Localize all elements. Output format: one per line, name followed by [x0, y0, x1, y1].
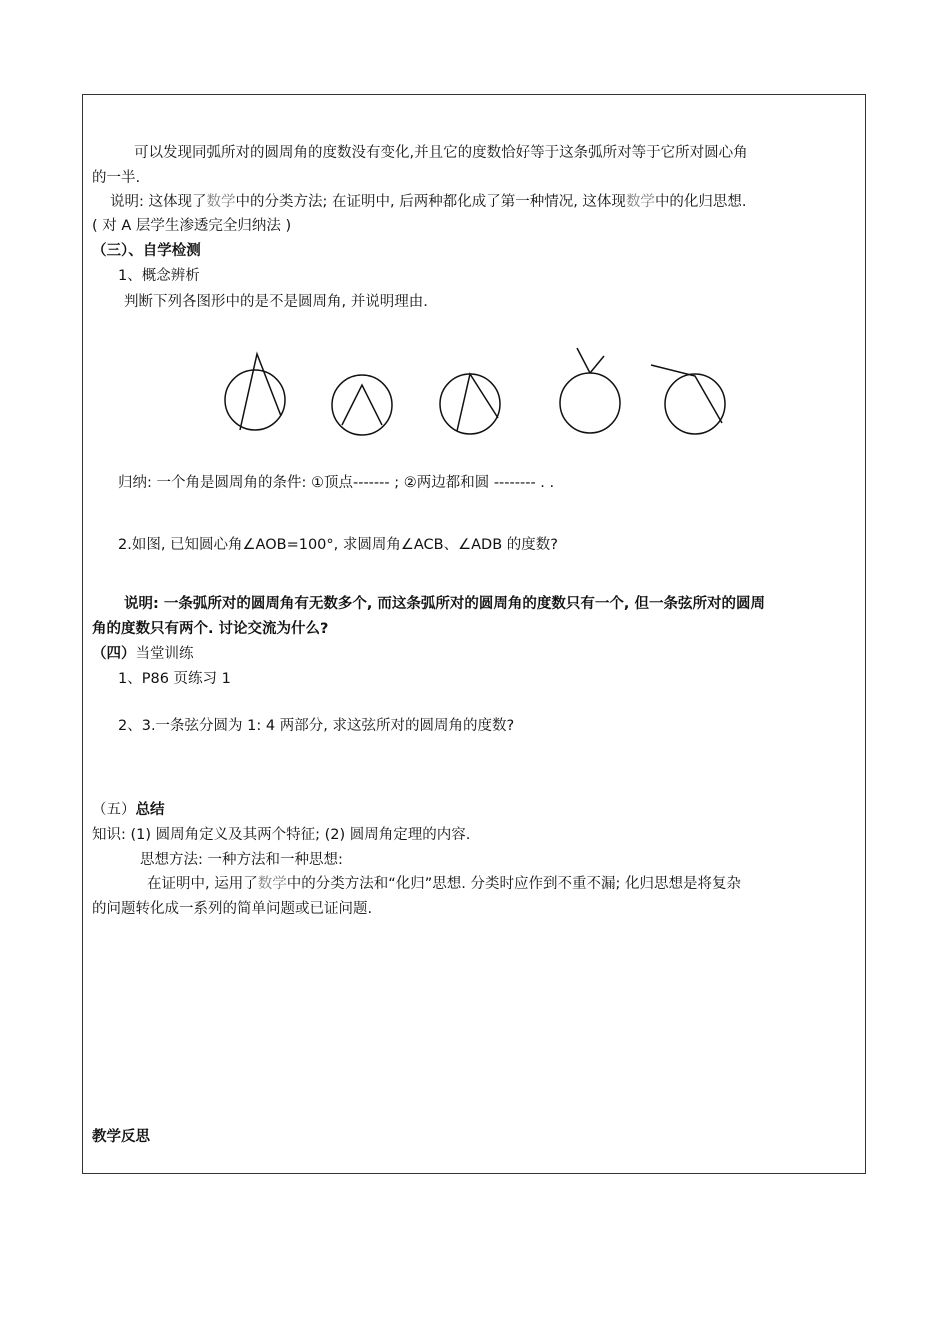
para1-line1: 可以发现同弧所对的圆周角的度数没有变化,并且它的度数恰好等于这条弧所对等于它所对圆心角 [134, 145, 748, 161]
math-word: 数学 [206, 194, 236, 210]
figure-1-angle-vertex-outside [225, 354, 285, 430]
figure-3-inscribed-angle [440, 374, 500, 434]
section5-proof-line1 [147, 874, 741, 894]
angle-figures [0, 0, 950, 460]
figure-5-one-side-tangent [651, 365, 725, 434]
reflection-heading: 教学反思 [92, 1129, 150, 1145]
section5-proof-prefix: 在证明中, 运用了 [147, 876, 258, 892]
section3-item2: 2.如图, 已知圆心角∠AOB=100°, 求圆周角∠ACB、∠ADB 的度数? [118, 537, 558, 553]
section3-item1-title: 1、概念辨析 [118, 268, 200, 284]
section4-heading-rest: 当堂训练 [135, 646, 194, 662]
figure-4-vertex-on-circle-sides-outside [560, 348, 620, 433]
figure-2-central-angle [332, 375, 392, 435]
section3-induction: 归纳: 一个角是圆周角的条件: ①顶点------- ; ②两边都和圆 -------- . . [118, 475, 555, 491]
math-word: 数学 [625, 194, 655, 210]
para1-line2: 的一半. [92, 170, 141, 186]
section5-heading-bold: 总结 [135, 802, 165, 818]
section5-method: 思想方法: 一种方法和一种思想: [140, 852, 343, 868]
note1-middle: 中的分类方法; 在证明中, 后两种都化成了第一种情况, 这体现 [235, 194, 626, 210]
section5-proof-line2: 的问题转化成一系列的简单问题或已证问题. [92, 901, 373, 917]
section3-note-line1: 说明: 一条弧所对的圆周角有无数多个, 而这条弧所对的圆周角的度数只有一个, 但一条弦所对的圆周 [124, 596, 765, 612]
section3-item1-prompt: 判断下列各图形中的是不是圆周角, 并说明理由. [124, 294, 428, 310]
note1-prefix: 说明: 这体现了 [110, 194, 207, 210]
section4-heading-bold: （四） [92, 646, 136, 662]
section5-proof-suffix: 中的分类方法和“化归”思想. 分类时应作到不重不漏; 化归思想是将复杂 [286, 876, 741, 892]
note1-suffix: 中的化归思想. [654, 194, 747, 210]
section5-heading-prefix: （五） [92, 802, 136, 818]
section4-item2: 2、3.一条弦分圆为 1: 4 两部分, 求这弦所对的圆周角的度数? [118, 718, 515, 734]
section3-note-line2: 角的度数只有两个. 讨论交流为什么? [92, 621, 329, 637]
section4-heading [92, 644, 194, 664]
section3-heading: （三）、自学检测 [92, 243, 201, 259]
section5-knowledge: 知识: (1) 圆周角定义及其两个特征; (2) 圆周角定理的内容. [92, 827, 471, 843]
note1-line2: ( 对 A 层学生渗透完全归纳法 ) [92, 218, 292, 234]
section4-item1: 1、P86 页练习 1 [118, 671, 231, 687]
section5-heading [92, 800, 165, 820]
math-word: 数学 [257, 876, 287, 892]
